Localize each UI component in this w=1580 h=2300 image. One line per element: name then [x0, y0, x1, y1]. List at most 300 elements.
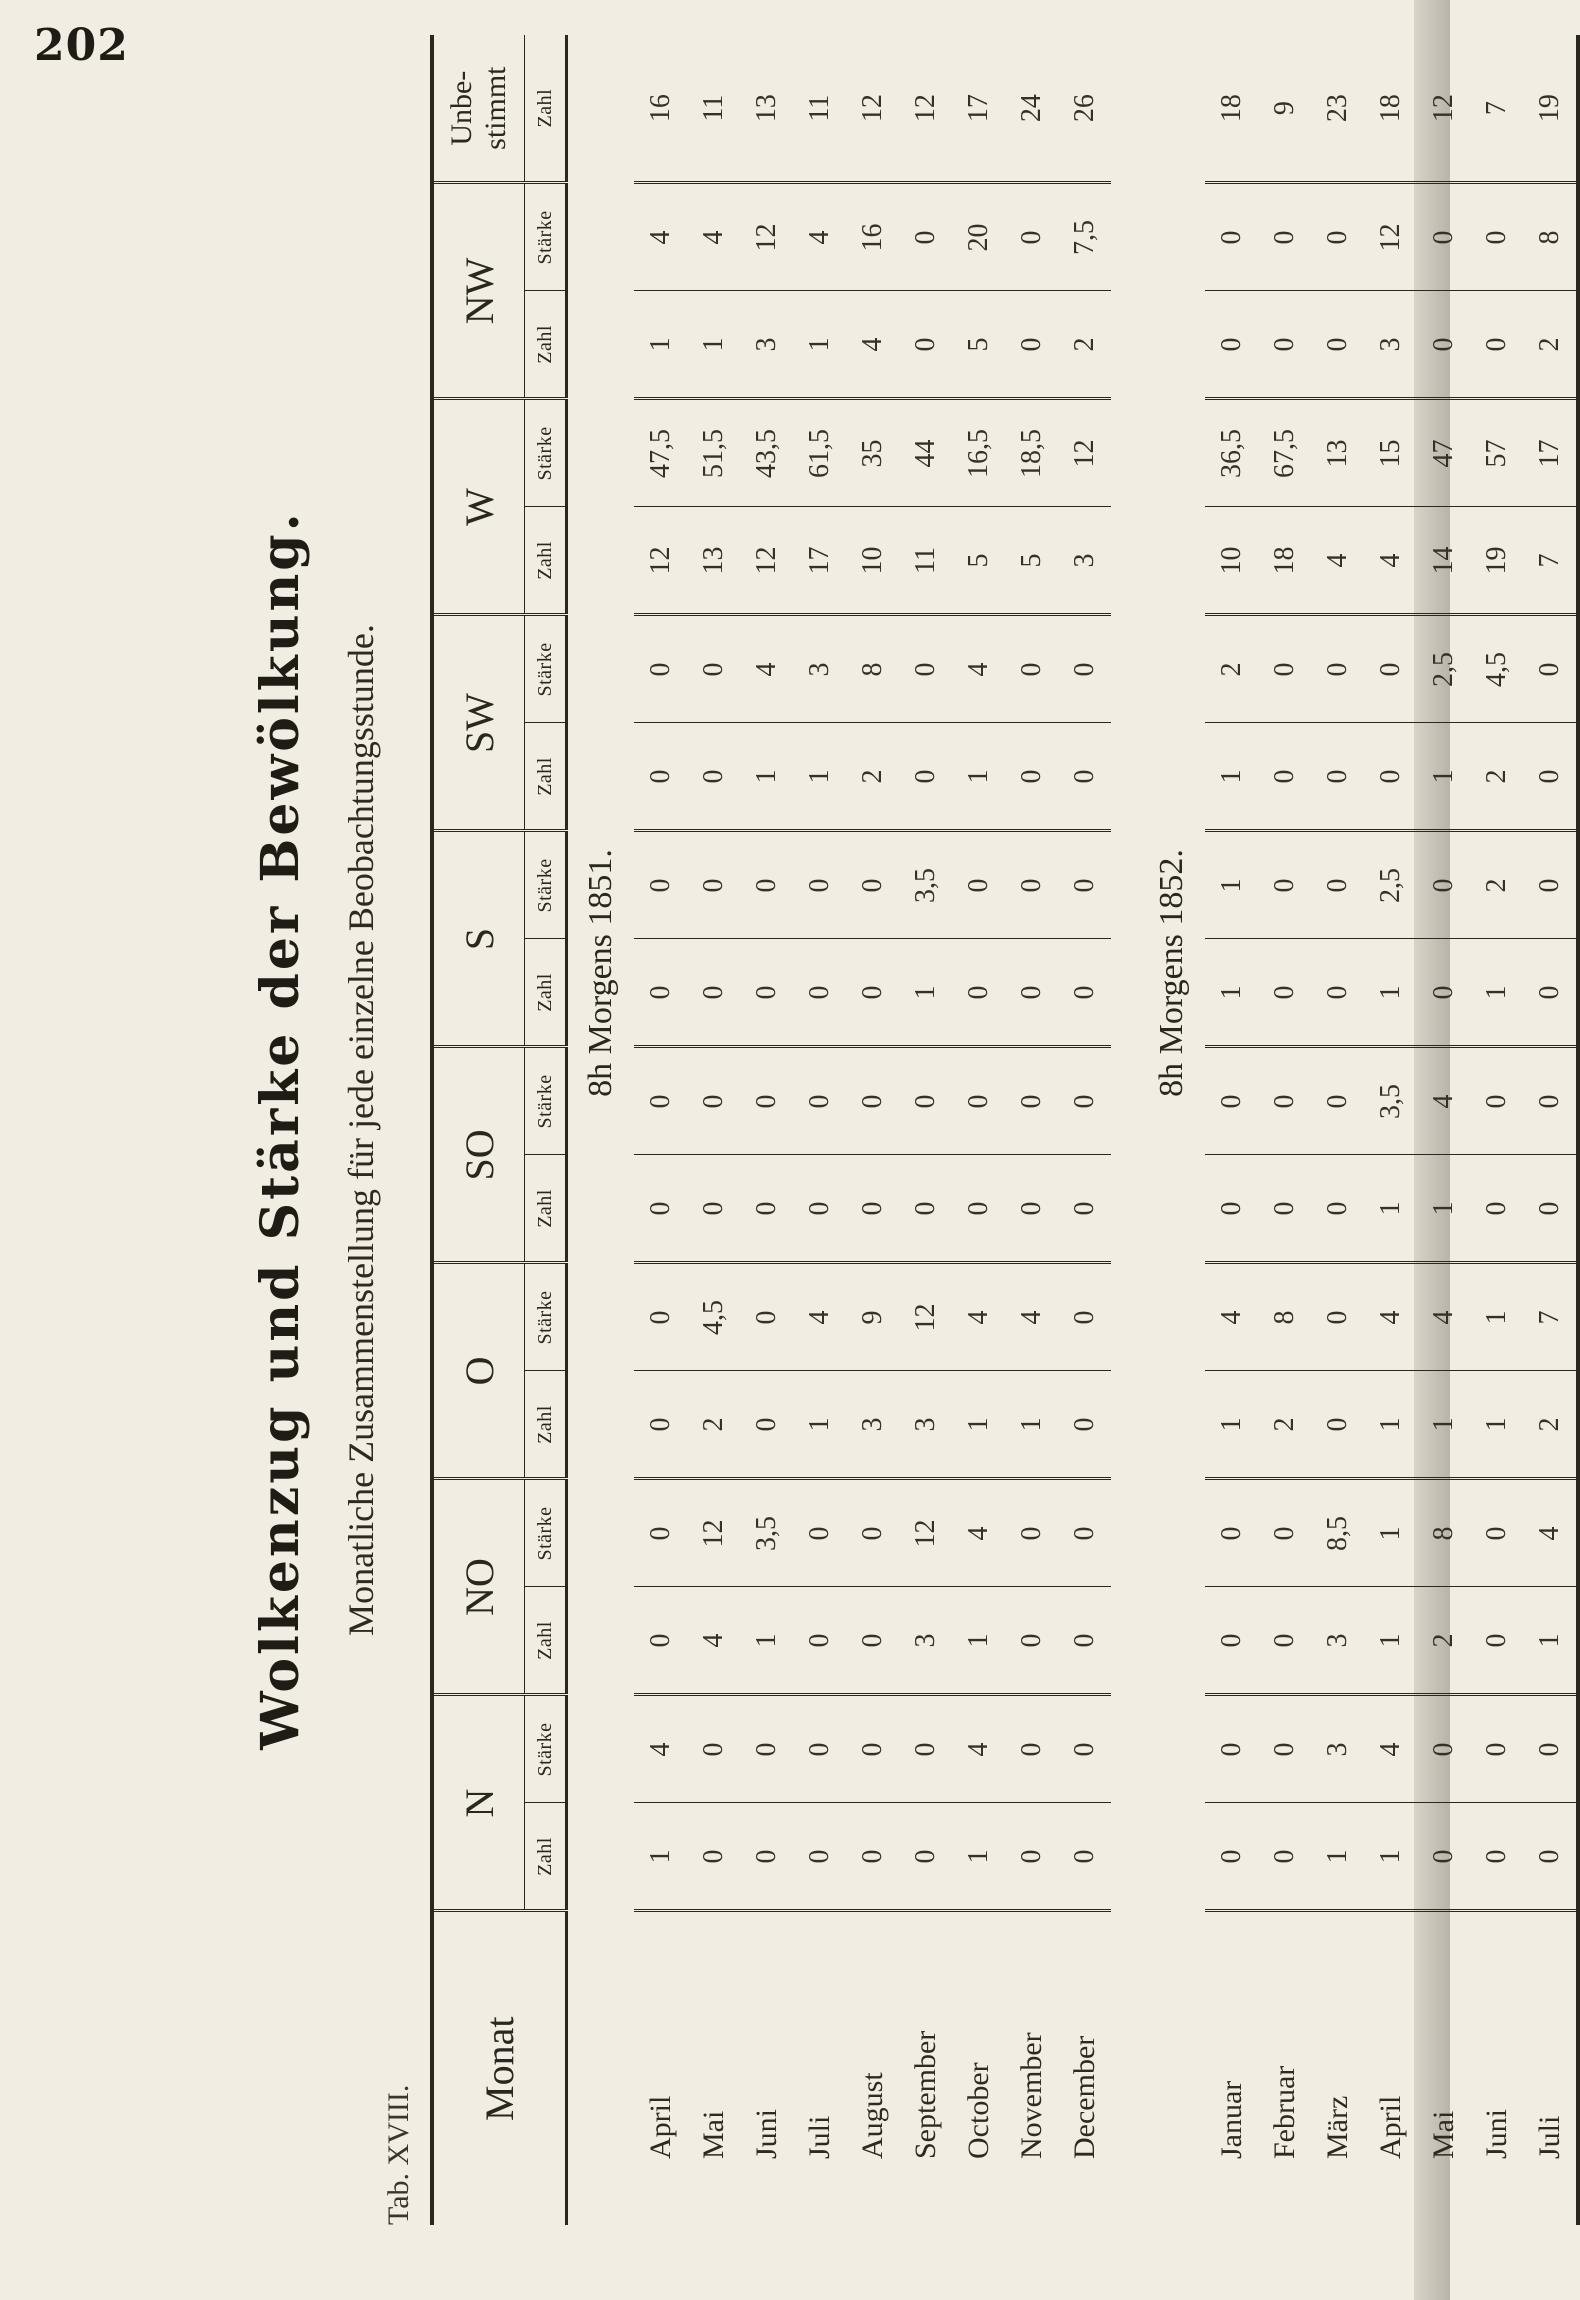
count-cell: 1: [952, 1803, 1005, 1911]
month-cell: August: [855, 2072, 889, 2159]
strength-cell: 0: [1470, 1047, 1523, 1155]
strength-cell: 3,5: [740, 1479, 793, 1587]
header-strength: Stärke: [525, 1047, 567, 1155]
section-header-row: [1139, 35, 1205, 2225]
count-cell: 0: [1005, 1587, 1058, 1695]
count-cell: 1: [740, 723, 793, 831]
count-cell: 2: [687, 1371, 740, 1479]
strength-cell: 0: [1311, 615, 1364, 723]
strength-cell: 0: [1523, 615, 1578, 723]
strength-cell: 0: [740, 831, 793, 939]
count-cell: 0: [634, 1587, 687, 1695]
strength-cell: 8: [846, 615, 899, 723]
count-cell: 0: [1058, 1371, 1111, 1479]
count-cell: 0: [687, 1155, 740, 1263]
strength-cell: 44: [899, 399, 952, 507]
month-cell: December: [1067, 2035, 1101, 2159]
count-cell: 2: [1523, 1371, 1578, 1479]
header-direction-s: S: [432, 831, 525, 1047]
caption: [200, 35, 440, 2225]
header-direction-so: SO: [432, 1047, 525, 1263]
header-direction-no: NO: [432, 1479, 525, 1695]
count-cell: 0: [1205, 1587, 1258, 1695]
wind-cloud-table: [430, 35, 1580, 2225]
table-row: [1417, 35, 1470, 2225]
strength-cell: 0: [1058, 1263, 1111, 1371]
strength-cell: 0: [899, 615, 952, 723]
count-cell: 0: [793, 1155, 846, 1263]
count-cell: 2: [846, 723, 899, 831]
table-row: [687, 35, 740, 2225]
strength-cell: 0: [1470, 1479, 1523, 1587]
count-cell: 0: [1058, 939, 1111, 1047]
header-direction-w: W: [432, 399, 525, 615]
count-cell: 4: [1364, 507, 1417, 615]
undetermined-count-cell: 16: [634, 35, 687, 183]
strength-cell: 4: [1205, 1263, 1258, 1371]
undetermined-count-cell: 13: [740, 35, 793, 183]
count-cell: 1: [1523, 1587, 1578, 1695]
undetermined-count-cell: 7: [1470, 35, 1523, 183]
header-direction-nw: NW: [432, 183, 525, 399]
count-cell: 1: [1417, 1371, 1470, 1479]
count-cell: 0: [687, 723, 740, 831]
section-header-row: [567, 35, 635, 2225]
strength-cell: 4: [1523, 1479, 1578, 1587]
strength-cell: 0: [687, 1695, 740, 1803]
count-cell: 3: [1311, 1587, 1364, 1695]
strength-cell: 8: [1523, 183, 1578, 291]
count-cell: 1: [793, 1371, 846, 1479]
strength-cell: 4: [687, 183, 740, 291]
count-cell: 1: [634, 291, 687, 399]
table-row: [846, 35, 899, 2225]
count-cell: 0: [846, 1587, 899, 1695]
count-cell: 1: [1470, 1371, 1523, 1479]
strength-cell: 0: [1005, 183, 1058, 291]
table-row: [1470, 35, 1523, 2225]
header-count: Zahl: [525, 291, 567, 399]
count-cell: 1: [740, 1587, 793, 1695]
count-cell: 0: [1258, 1803, 1311, 1911]
count-cell: 1: [1364, 939, 1417, 1047]
month-cell: Mai: [1426, 2110, 1460, 2159]
table-row: [1058, 35, 1111, 2225]
count-cell: 0: [846, 939, 899, 1047]
count-cell: 0: [899, 1155, 952, 1263]
count-cell: 0: [1258, 291, 1311, 399]
table-row: [1311, 35, 1364, 2225]
count-cell: 3: [1364, 291, 1417, 399]
table-body: [567, 35, 1579, 2225]
count-cell: 2: [1470, 723, 1523, 831]
strength-cell: 4: [952, 615, 1005, 723]
month-cell: April: [643, 2095, 677, 2159]
strength-cell: 12: [899, 1263, 952, 1371]
section-label: 8h Morgens 1852.: [1153, 849, 1190, 1097]
strength-cell: 3: [793, 615, 846, 723]
count-cell: 0: [634, 1155, 687, 1263]
strength-cell: 0: [846, 1695, 899, 1803]
strength-cell: 0: [1258, 1695, 1311, 1803]
strength-cell: 0: [1523, 1695, 1578, 1803]
count-cell: 1: [1364, 1803, 1417, 1911]
strength-cell: 0: [687, 831, 740, 939]
strength-cell: 4: [1005, 1263, 1058, 1371]
strength-cell: 12: [1058, 399, 1111, 507]
count-cell: 0: [1205, 1155, 1258, 1263]
strength-cell: 2: [1205, 615, 1258, 723]
count-cell: 0: [1523, 723, 1578, 831]
count-cell: 1: [899, 939, 952, 1047]
header-undetermined-line1: Unbe-: [445, 70, 478, 146]
table-row: [793, 35, 846, 2225]
strength-cell: 16: [846, 183, 899, 291]
header-count: Zahl: [525, 1371, 567, 1479]
strength-cell: 0: [899, 1695, 952, 1803]
strength-cell: 2,5: [1364, 831, 1417, 939]
header-strength: Stärke: [525, 1263, 567, 1371]
count-cell: 13: [687, 507, 740, 615]
strength-cell: 12: [740, 183, 793, 291]
header-undetermined: [432, 35, 525, 183]
count-cell: 0: [1005, 723, 1058, 831]
count-cell: 0: [899, 291, 952, 399]
strength-cell: 36,5: [1205, 399, 1258, 507]
strength-cell: 4: [952, 1479, 1005, 1587]
rotated-table-block: [200, 35, 1566, 2225]
count-cell: 0: [1205, 291, 1258, 399]
header-count: Zahl: [525, 723, 567, 831]
count-cell: 1: [952, 723, 1005, 831]
count-cell: 0: [1523, 939, 1578, 1047]
strength-cell: 51,5: [687, 399, 740, 507]
strength-cell: 0: [952, 1047, 1005, 1155]
count-cell: 5: [1005, 507, 1058, 615]
strength-cell: 12: [687, 1479, 740, 1587]
undetermined-count-cell: 19: [1523, 35, 1578, 183]
count-cell: 0: [1058, 1155, 1111, 1263]
count-cell: 3: [899, 1587, 952, 1695]
count-cell: 19: [1470, 507, 1523, 615]
count-cell: 3: [740, 291, 793, 399]
strength-cell: 9: [846, 1263, 899, 1371]
strength-cell: 0: [634, 831, 687, 939]
strength-cell: 4: [1364, 1695, 1417, 1803]
undetermined-count-cell: 12: [899, 35, 952, 183]
count-cell: 0: [952, 939, 1005, 1047]
strength-cell: 0: [634, 1263, 687, 1371]
strength-cell: 0: [1364, 615, 1417, 723]
strength-cell: 0: [634, 1479, 687, 1587]
count-cell: 0: [1258, 1155, 1311, 1263]
count-cell: 1: [1364, 1587, 1417, 1695]
count-cell: 0: [687, 1803, 740, 1911]
strength-cell: 3: [1311, 1695, 1364, 1803]
month-cell: Juni: [1479, 2108, 1513, 2159]
count-cell: 0: [1311, 939, 1364, 1047]
strength-cell: 4: [740, 615, 793, 723]
count-cell: 0: [740, 939, 793, 1047]
count-cell: 0: [846, 1155, 899, 1263]
strength-cell: 4,5: [1470, 615, 1523, 723]
count-cell: 0: [1470, 1587, 1523, 1695]
count-cell: 3: [846, 1371, 899, 1479]
count-cell: 0: [1311, 1155, 1364, 1263]
count-cell: 3: [1058, 507, 1111, 615]
table-row: [952, 35, 1005, 2225]
count-cell: 0: [1470, 291, 1523, 399]
count-cell: 0: [740, 1803, 793, 1911]
count-cell: 0: [793, 939, 846, 1047]
strength-cell: 0: [899, 1047, 952, 1155]
count-cell: 0: [1205, 1803, 1258, 1911]
strength-cell: 0: [1058, 1695, 1111, 1803]
month-cell: October: [961, 2062, 995, 2159]
undetermined-count-cell: 24: [1005, 35, 1058, 183]
count-cell: 4: [687, 1587, 740, 1695]
count-cell: 18: [1258, 507, 1311, 615]
count-cell: 1: [1364, 1155, 1417, 1263]
month-cell: Mai: [696, 2110, 730, 2159]
strength-cell: 0: [952, 831, 1005, 939]
count-cell: 1: [1205, 1371, 1258, 1479]
header-count: Zahl: [525, 507, 567, 615]
header-strength: Stärke: [525, 183, 567, 291]
header-month: Monat: [432, 1911, 567, 2225]
strength-cell: 8: [1417, 1479, 1470, 1587]
count-cell: 14: [1417, 507, 1470, 615]
count-cell: 0: [1005, 939, 1058, 1047]
strength-cell: 47,5: [634, 399, 687, 507]
strength-cell: 0: [1470, 1695, 1523, 1803]
header-strength: Stärke: [525, 1479, 567, 1587]
strength-cell: 0: [1058, 1047, 1111, 1155]
count-cell: 0: [634, 723, 687, 831]
strength-cell: 1: [1364, 1479, 1417, 1587]
undetermined-count-cell: 12: [1417, 35, 1470, 183]
table-label: Tab. XVIII.: [382, 2084, 415, 2225]
strength-cell: 0: [1258, 1047, 1311, 1155]
strength-cell: 0: [1258, 1479, 1311, 1587]
strength-cell: 4: [952, 1695, 1005, 1803]
strength-cell: 4,5: [687, 1263, 740, 1371]
strength-cell: 15: [1364, 399, 1417, 507]
count-cell: 1: [1005, 1371, 1058, 1479]
count-cell: 0: [1311, 291, 1364, 399]
strength-cell: 7,5: [1058, 183, 1111, 291]
strength-cell: 0: [1205, 1047, 1258, 1155]
count-cell: 2: [1417, 1587, 1470, 1695]
strength-cell: 0: [846, 1479, 899, 1587]
undetermined-count-cell: 11: [687, 35, 740, 183]
count-cell: 0: [1523, 1803, 1578, 1911]
count-cell: 0: [1311, 723, 1364, 831]
header-count: Zahl: [525, 1587, 567, 1695]
count-cell: 0: [1417, 291, 1470, 399]
count-cell: 2: [1523, 291, 1578, 399]
strength-cell: 0: [1058, 615, 1111, 723]
table-row: [1364, 35, 1417, 2225]
table-row: [1005, 35, 1058, 2225]
strength-cell: 1: [1470, 1263, 1523, 1371]
header-count: Zahl: [525, 1155, 567, 1263]
strength-cell: 1: [1205, 831, 1258, 939]
header-row-directions: [432, 35, 525, 2225]
count-cell: 0: [1058, 1803, 1111, 1911]
count-cell: 1: [1205, 723, 1258, 831]
count-cell: 0: [1258, 939, 1311, 1047]
strength-cell: 0: [1005, 615, 1058, 723]
count-cell: 1: [1470, 939, 1523, 1047]
month-cell: Juli: [1532, 2115, 1566, 2159]
strength-cell: 0: [899, 183, 952, 291]
undetermined-count-cell: 18: [1205, 35, 1258, 183]
count-cell: 5: [952, 291, 1005, 399]
strength-cell: 0: [793, 1695, 846, 1803]
header-strength: Stärke: [525, 615, 567, 723]
table-row: [1523, 35, 1578, 2225]
strength-cell: 2: [1470, 831, 1523, 939]
count-cell: 10: [846, 507, 899, 615]
undetermined-count-cell: 23: [1311, 35, 1364, 183]
strength-cell: 13: [1311, 399, 1364, 507]
table-row: [740, 35, 793, 2225]
strength-cell: 0: [740, 1695, 793, 1803]
undetermined-count-cell: 9: [1258, 35, 1311, 183]
strength-cell: 0: [1417, 831, 1470, 939]
strength-cell: 0: [1005, 1047, 1058, 1155]
strength-cell: 0: [846, 831, 899, 939]
strength-cell: 4: [793, 1263, 846, 1371]
count-cell: 0: [1258, 723, 1311, 831]
table-title: Wolkenzug und Stärke der Bewölkung.: [250, 510, 311, 1750]
table-subtitle: Monatliche Zusammenstellung für jede einzelne Beobachtungsstunde.: [341, 624, 381, 1636]
strength-cell: 0: [1258, 615, 1311, 723]
strength-cell: 0: [1470, 183, 1523, 291]
strength-cell: 0: [634, 1047, 687, 1155]
undetermined-count-cell: 18: [1364, 35, 1417, 183]
strength-cell: 16,5: [952, 399, 1005, 507]
strength-cell: 0: [1205, 1695, 1258, 1803]
strength-cell: 0: [793, 831, 846, 939]
strength-cell: 0: [1311, 1047, 1364, 1155]
count-cell: 0: [1470, 1803, 1523, 1911]
strength-cell: 0: [687, 615, 740, 723]
month-cell: Februar: [1267, 2065, 1301, 2159]
undetermined-count-cell: 11: [793, 35, 846, 183]
count-cell: 0: [899, 1803, 952, 1911]
count-cell: 0: [1005, 1803, 1058, 1911]
count-cell: 0: [1005, 291, 1058, 399]
count-cell: 4: [1311, 507, 1364, 615]
count-cell: 1: [1364, 1371, 1417, 1479]
section-label: 8h Morgens 1851.: [582, 849, 619, 1097]
strength-cell: 4: [952, 1263, 1005, 1371]
count-cell: 1: [634, 1803, 687, 1911]
month-cell: September: [908, 2030, 942, 2159]
count-cell: 0: [952, 1155, 1005, 1263]
table-row: [1205, 35, 1258, 2225]
strength-cell: 0: [1005, 1695, 1058, 1803]
header-count: Zahl: [525, 1803, 567, 1911]
count-cell: 0: [1417, 939, 1470, 1047]
count-cell: 0: [687, 939, 740, 1047]
count-cell: 0: [793, 1587, 846, 1695]
count-cell: 0: [1364, 723, 1417, 831]
undetermined-count-cell: 17: [952, 35, 1005, 183]
count-cell: 0: [634, 1371, 687, 1479]
count-cell: 2: [1258, 1371, 1311, 1479]
month-cell: Januar: [1214, 2080, 1248, 2159]
strength-cell: 12: [899, 1479, 952, 1587]
header-direction-n: N: [432, 1695, 525, 1911]
count-cell: 0: [1417, 1803, 1470, 1911]
count-cell: 0: [899, 723, 952, 831]
strength-cell: 0: [1417, 183, 1470, 291]
strength-cell: 4: [634, 183, 687, 291]
count-cell: 1: [1417, 723, 1470, 831]
section-spacer: [1111, 35, 1139, 2225]
count-cell: 0: [1470, 1155, 1523, 1263]
strength-cell: 4: [1364, 1263, 1417, 1371]
count-cell: 0: [793, 1803, 846, 1911]
strength-cell: 0: [846, 1047, 899, 1155]
month-cell: April: [1373, 2095, 1407, 2159]
header-undetermined-line2: stimmt: [479, 66, 512, 150]
strength-cell: 0: [1417, 1695, 1470, 1803]
count-cell: 12: [740, 507, 793, 615]
strength-cell: 0: [1205, 1479, 1258, 1587]
count-cell: 12: [634, 507, 687, 615]
strength-cell: 0: [1205, 183, 1258, 291]
strength-cell: 57: [1470, 399, 1523, 507]
count-cell: 5: [952, 507, 1005, 615]
month-cell: Juli: [802, 2115, 836, 2159]
strength-cell: 0: [1523, 831, 1578, 939]
count-cell: 2: [1058, 291, 1111, 399]
count-cell: 4: [846, 291, 899, 399]
strength-cell: 0: [1258, 183, 1311, 291]
strength-cell: 47: [1417, 399, 1470, 507]
strength-cell: 7: [1523, 1263, 1578, 1371]
count-cell: 0: [1258, 1587, 1311, 1695]
count-cell: 7: [1523, 507, 1578, 615]
strength-cell: 35: [846, 399, 899, 507]
strength-cell: 2,5: [1417, 615, 1470, 723]
undetermined-count-cell: 12: [846, 35, 899, 183]
strength-cell: 3,5: [1364, 1047, 1417, 1155]
table-row: [899, 35, 952, 2225]
strength-cell: 0: [1311, 183, 1364, 291]
count-cell: 0: [1523, 1155, 1578, 1263]
strength-cell: 17: [1523, 399, 1578, 507]
strength-cell: 0: [1005, 831, 1058, 939]
count-cell: 1: [687, 291, 740, 399]
count-cell: 11: [899, 507, 952, 615]
header-count: Zahl: [525, 939, 567, 1047]
count-cell: 1: [1417, 1155, 1470, 1263]
count-cell: 3: [899, 1371, 952, 1479]
month-cell: März: [1320, 2095, 1354, 2159]
table-row: [1258, 35, 1311, 2225]
table-row: [634, 35, 687, 2225]
strength-cell: 0: [740, 1047, 793, 1155]
strength-cell: 0: [634, 615, 687, 723]
strength-cell: 67,5: [1258, 399, 1311, 507]
strength-cell: 43,5: [740, 399, 793, 507]
strength-cell: 8: [1258, 1263, 1311, 1371]
